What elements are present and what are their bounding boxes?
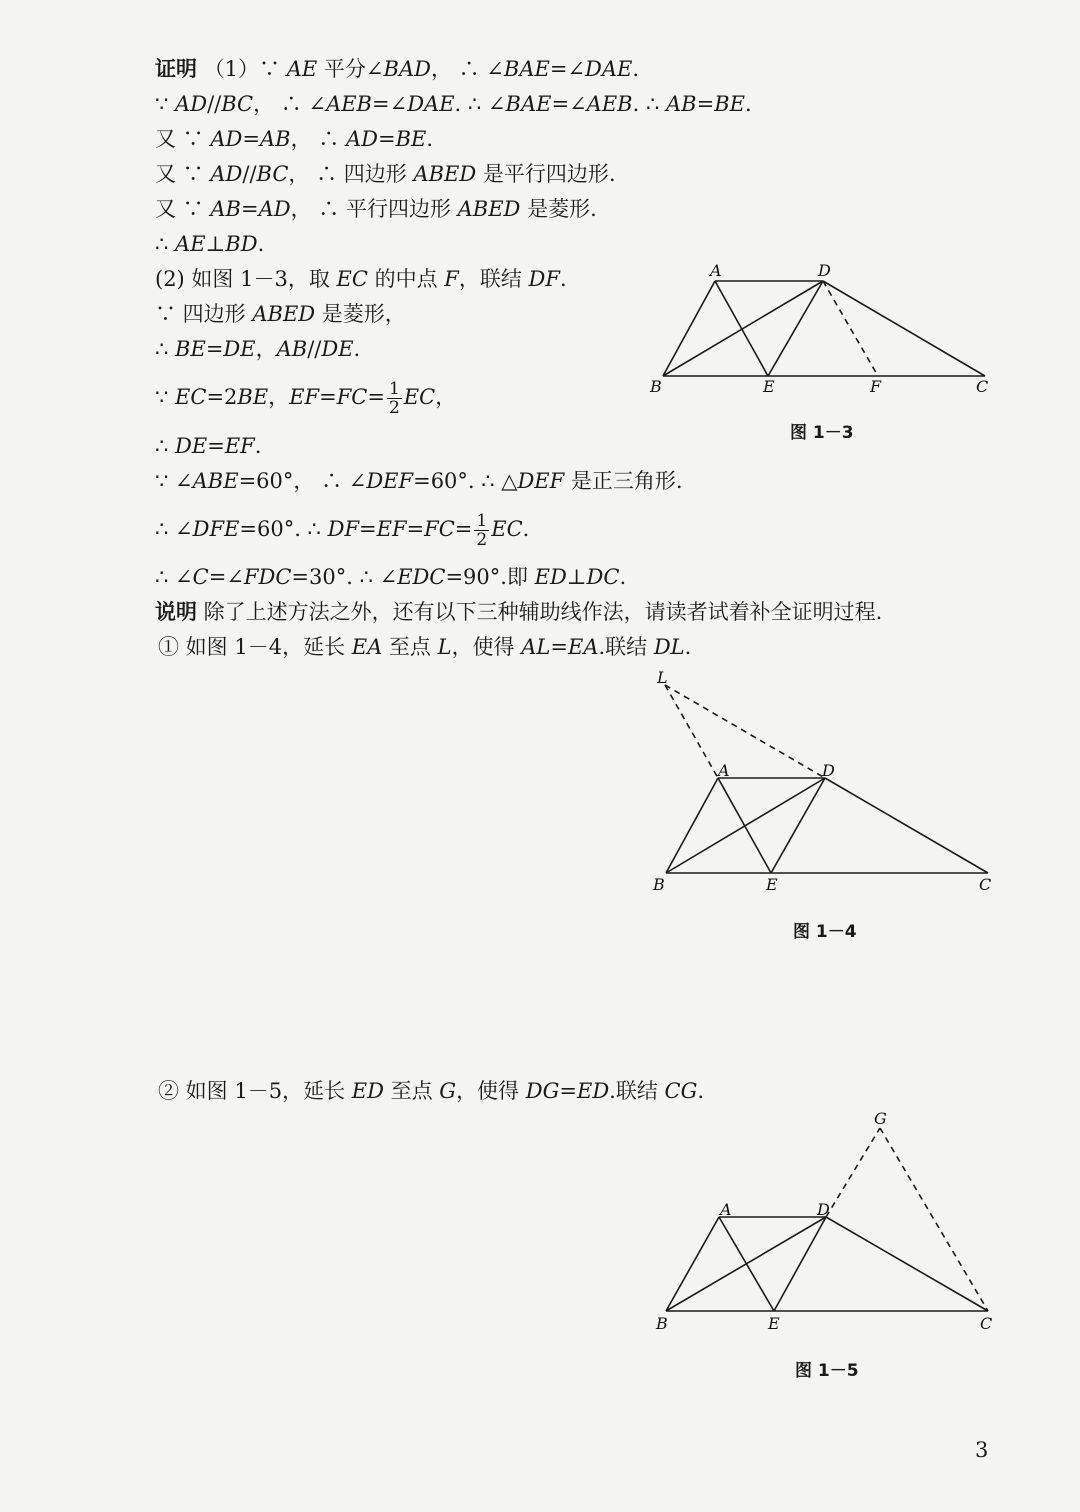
point-label: C <box>976 377 989 396</box>
method-2-line: ② 如图 1－5，延长 ED 至点 G，使得 DG=ED.联结 CG. <box>158 1079 705 1103</box>
point-label: D <box>822 761 835 780</box>
point-label: C <box>979 875 992 894</box>
point-label: B <box>656 1314 668 1333</box>
segment-ab <box>666 1217 719 1311</box>
point-label: B <box>650 377 662 396</box>
proof-part1-line: 证明 （1）∵ AE 平分∠BAD， ∴ ∠BAE=∠DAE. <box>155 57 640 81</box>
figure-1-5-caption: 图 1－5 <box>795 1361 859 1381</box>
proof-part2-line: (2) 如图 1－3，取 EC 的中点 F，联结 DF. <box>155 267 567 291</box>
proof-line-5: ∴ AE⊥BD. <box>155 232 265 256</box>
point-label: F <box>870 377 882 396</box>
proof-line-12: ∴ ∠DFE=60°. ∴ DF=EF=FC= $\frac{1}{2}$ EC. <box>155 511 530 550</box>
point-label: E <box>766 875 778 894</box>
point-label: A <box>710 261 722 280</box>
segment-gc-dashed <box>880 1128 988 1311</box>
explanation-note: 说明 除了上述方法之外，还有以下三种辅助线作法，请读者试着补全证明过程. <box>155 600 883 624</box>
point-label: E <box>768 1314 780 1333</box>
proof-line-10: ∴ DE=EF. <box>155 434 262 458</box>
fraction-one-half: $\frac{1}{2}$ <box>476 511 488 550</box>
point-label: E <box>763 377 775 396</box>
proof-line-2: 又 ∵ AD=AB， ∴ AD=BE. <box>155 127 434 151</box>
point-label: B <box>653 875 665 894</box>
proof-line-3: 又 ∵ AD//BC， ∴ 四边形 ABED 是平行四边形. <box>155 162 616 186</box>
proof-line-13: ∴ ∠C=∠FDC=30°. ∴ ∠EDC=90°.即 ED⊥DC. <box>155 565 627 589</box>
segment-bd <box>666 1217 826 1311</box>
segment-ed <box>774 1217 826 1311</box>
point-label: G <box>874 1109 887 1128</box>
proof-line-4: 又 ∵ AB=AD， ∴ 平行四边形 ABED 是菱形. <box>155 197 597 221</box>
figure-1-3-caption: 图 1－3 <box>790 423 854 443</box>
point-label: A <box>718 761 730 780</box>
point-label: L <box>657 668 668 687</box>
proof-line-8: ∴ BE=DE，AB//DE. <box>155 337 361 361</box>
point-label: A <box>720 1200 732 1219</box>
proof-line-1: ∵ AD//BC， ∴ ∠AEB=∠DAE. ∴ ∠BAE=∠AEB. ∴ AB=BE. <box>155 92 752 116</box>
fraction-one-half: $\frac{1}{2}$ <box>388 379 400 418</box>
proof-line-7: ∵ 四边形 ABED 是菱形， <box>155 302 406 326</box>
figure-1-4-caption: 图 1－4 <box>793 922 857 942</box>
point-label: C <box>980 1314 993 1333</box>
page-number: 3 <box>975 1438 989 1462</box>
method-1-line: ① 如图 1－4，延长 EA 至点 L，使得 AL=EA.联结 DL. <box>158 635 692 659</box>
segment-dc <box>826 1217 988 1311</box>
proof-line-11: ∵ ∠ABE=60°， ∴ ∠DEF=60°. ∴ △DEF 是正三角形. <box>155 469 683 493</box>
segment-dg-dashed <box>826 1128 880 1217</box>
point-label: D <box>818 261 831 280</box>
proof-line-9: ∵ EC=2BE，EF=FC= $\frac{1}{2}$ EC， <box>155 379 457 418</box>
point-label: D <box>817 1200 830 1219</box>
